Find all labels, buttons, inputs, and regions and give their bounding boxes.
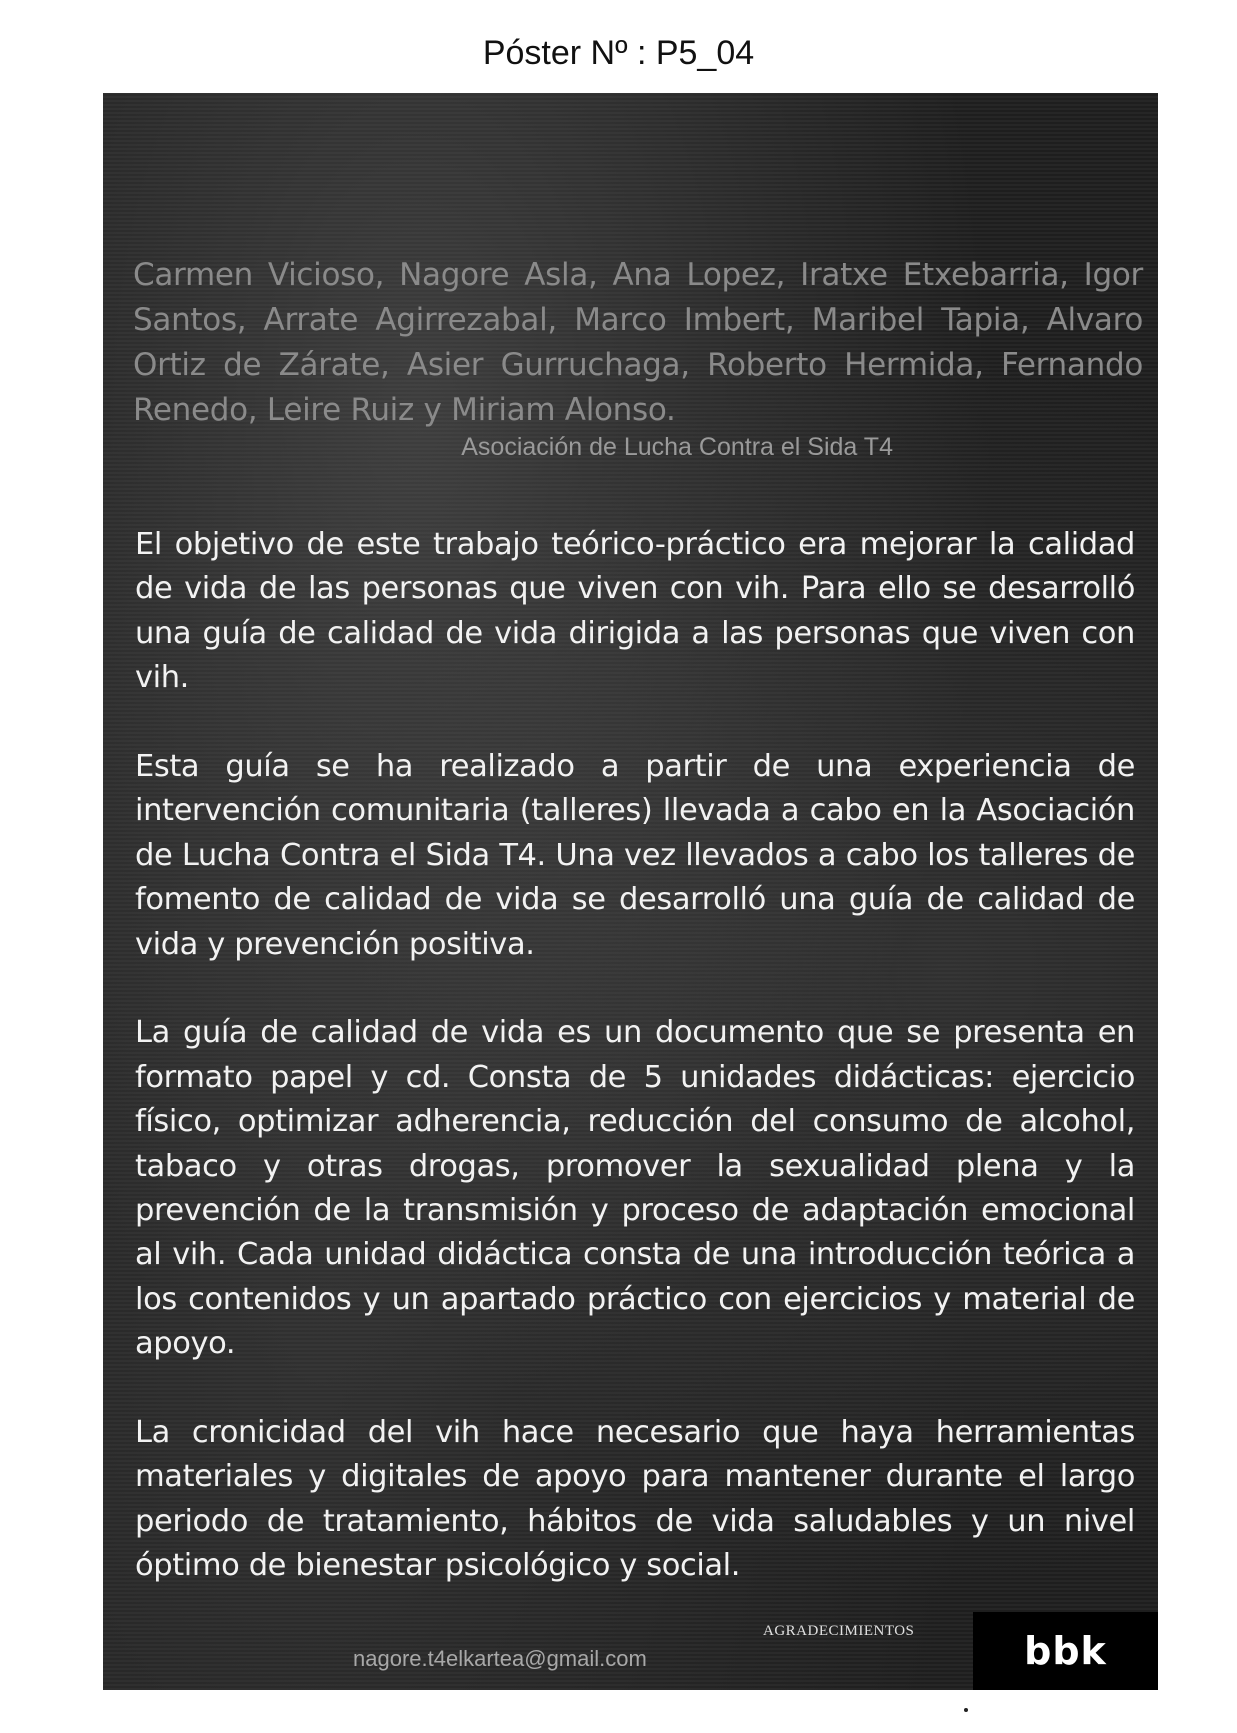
scan-speck: [964, 1708, 968, 1712]
paragraph-objective: El objetivo de este trabajo teórico-práctico era mejorar la calidad de vida de las personas que viven con vih. Para ello se desarrolló una guía de calidad de vida dirigida a las personas que viven con vih.: [135, 527, 1135, 696]
affiliation: Asociación de Lucha Contra el Sida T4: [461, 433, 893, 461]
sponsor-logo: [973, 1612, 1158, 1690]
poster-panel: [103, 93, 1158, 1690]
authors-list: Carmen Vicioso, Nagore Asla, Ana Lopez, Iratxe Etxebarria, Igor Santos, Arrate Agirrezabal, Marco Imbert, Maribel Tapia, Alvaro Ortiz de Zárate, Asier Gurruchaga, Roberto Hermida, Fernando Renedo, Leire Ruiz y Miriam Alonso.: [133, 257, 1143, 428]
acknowledgements-label: AGRADECIMIENTOS: [763, 1623, 915, 1639]
bbk-logo-text: bbk: [1024, 1629, 1107, 1673]
paragraph-chronicity: La cronicidad del vih hace necesario que haya herramientas materiales y digitales de apoyo para mantener durante el largo periodo de tratamiento, hábitos de vida saludables y un nivel óptimo de bienestar psicológico y social.: [135, 1415, 1135, 1584]
poster-body: [135, 523, 1135, 1633]
paragraph-experience: Esta guía se ha realizado a partir de una experiencia de intervención comunitaria (talleres) llevada a cabo en la Asociación de Lucha Contra el Sida T4. Una vez llevados a cabo los talleres de fomento de calidad de vida se desarrolló una guía de calidad de vida y prevención positiva.: [135, 749, 1135, 962]
paragraph-guide: La guía de calidad de vida es un documento que se presenta en formato papel y cd. Consta de 5 unidades didácticas: ejercicio físico, optimizar adherencia, reducción del consumo de alcohol, tabaco y otras drogas, promover la sexualidad plena y la prevención de la transmisión y proceso de adaptación emocional al vih. Cada unidad didáctica consta de una introducción teórica a los contenidos y un apartado práctico con ejercicios y material de apoyo.: [135, 1015, 1135, 1362]
poster-number: Póster Nº : P5_04: [482, 34, 755, 72]
contact-email: nagore.t4elkartea@gmail.com: [353, 1646, 647, 1671]
